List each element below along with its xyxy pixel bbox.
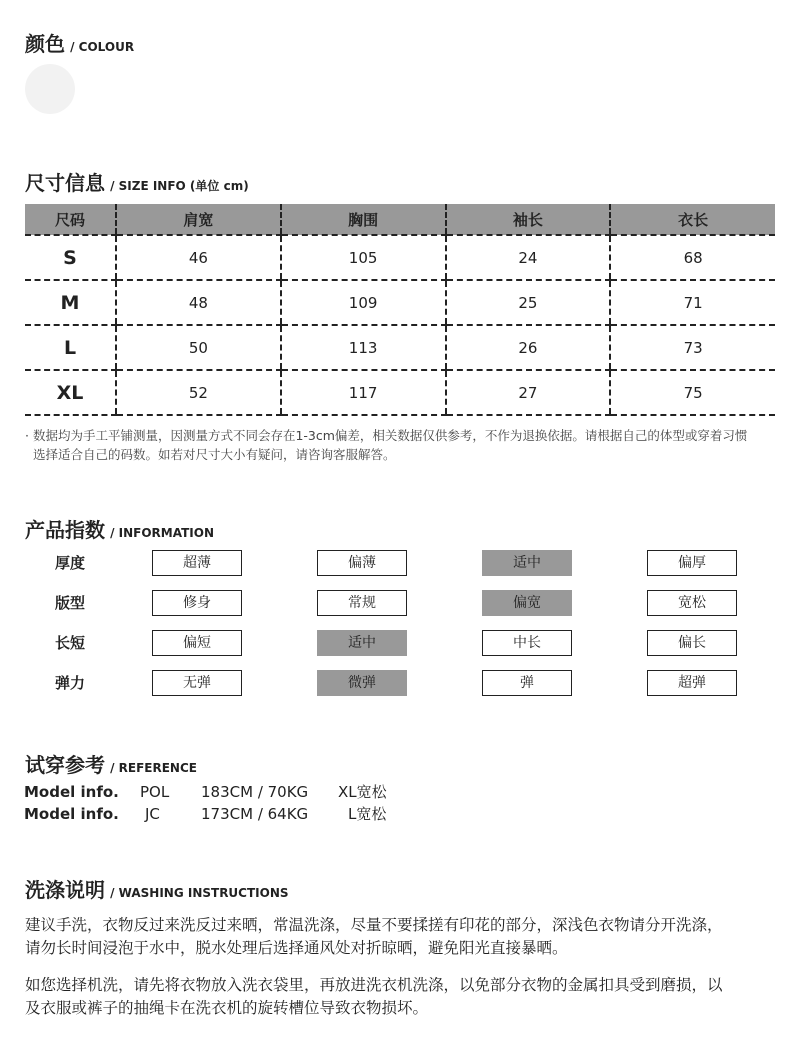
size-note (25, 426, 777, 464)
index-option[interactable]: 微弹 (317, 670, 407, 696)
table-cell: 109 (281, 280, 446, 325)
washing-section-title (25, 874, 289, 903)
size-label: M (25, 280, 116, 325)
header-shoulder: 肩宽 (116, 204, 281, 235)
washing-p2-line-1: 如您选择机洗，请先将衣物放入洗衣袋里，再放进洗衣机洗涤，以免部分衣物的金属扣具受到磨损，以 (25, 976, 723, 994)
table-cell: 73 (610, 325, 775, 370)
index-label: 长短 (55, 634, 86, 652)
table-cell: 48 (116, 280, 281, 325)
reference-size: L宽松 (348, 805, 387, 823)
index-option[interactable]: 中长 (482, 630, 572, 656)
index-option[interactable]: 适中 (317, 630, 407, 656)
size-label: S (25, 235, 116, 280)
index-row-fit (0, 590, 800, 616)
colour-section-title (25, 28, 134, 57)
table-cell: 24 (446, 235, 611, 280)
colour-swatch[interactable] (25, 64, 75, 114)
information-title-en: / INFORMATION (110, 526, 214, 540)
size-info-title-cn: 尺寸信息 (25, 171, 105, 195)
reference-title-cn: 试穿参考 (25, 753, 105, 777)
table-cell: 25 (446, 280, 611, 325)
reference-size: XL宽松 (338, 783, 387, 801)
washing-title-cn: 洗涤说明 (25, 878, 105, 902)
index-label: 厚度 (55, 554, 86, 572)
index-row-length (0, 630, 800, 656)
index-row-thickness (0, 550, 800, 576)
index-option[interactable]: 宽松 (647, 590, 737, 616)
table-cell: 26 (446, 325, 611, 370)
header-size: 尺码 (25, 204, 116, 235)
reference-label: Model info. (24, 805, 119, 823)
index-option[interactable]: 偏厚 (647, 550, 737, 576)
size-note-line-2: 选择适合自己的码数。如若对尺寸大小有疑问，请咨询客服解答。 (33, 447, 396, 462)
size-table-header (25, 204, 775, 235)
table-cell: 52 (116, 370, 281, 415)
washing-p1-line-1: 建议手洗，衣物反过来洗反过来晒，常温洗涤，尽量不要揉搓有印花的部分，深浅色衣物请分开洗涤， (25, 916, 723, 934)
size-label: XL (25, 370, 116, 415)
size-info-section-title (25, 167, 249, 196)
table-cell: 46 (116, 235, 281, 280)
index-label: 版型 (55, 594, 86, 612)
table-cell: 71 (610, 280, 775, 325)
table-row (25, 280, 775, 325)
washing-title-en: / WASHING INSTRUCTIONS (110, 886, 289, 900)
table-row (25, 325, 775, 370)
index-option[interactable]: 偏宽 (482, 590, 572, 616)
table-cell: 27 (446, 370, 611, 415)
size-label: L (25, 325, 116, 370)
index-option[interactable]: 无弹 (152, 670, 242, 696)
index-option[interactable]: 偏长 (647, 630, 737, 656)
index-option[interactable]: 弹 (482, 670, 572, 696)
size-info-title-en: / SIZE INFO (单位 cm) (110, 179, 249, 193)
index-option[interactable]: 常规 (317, 590, 407, 616)
table-cell: 113 (281, 325, 446, 370)
colour-title-cn: 颜色 (25, 32, 65, 56)
reference-measurements: 173CM / 64KG (201, 805, 309, 823)
washing-paragraph-2 (25, 974, 777, 1020)
table-cell: 50 (116, 325, 281, 370)
size-note-line-1: · 数据均为手工平铺测量，因测量方式不同会存在1-3cm偏差，相关数据仅供参考，不作为退换依据。请根据自己的体型或穿着习惯 (25, 428, 748, 443)
index-option[interactable]: 超弹 (647, 670, 737, 696)
size-table (25, 204, 775, 416)
index-row-elasticity (0, 670, 800, 696)
header-length: 衣长 (610, 204, 775, 235)
washing-p2-line-2: 及衣服或裤子的抽绳卡在洗衣机的旋转槽位导致衣物损坏。 (25, 999, 429, 1017)
index-option[interactable]: 偏短 (152, 630, 242, 656)
index-option[interactable]: 偏薄 (317, 550, 407, 576)
reference-title-en: / REFERENCE (110, 761, 197, 775)
table-cell: 68 (610, 235, 775, 280)
index-option[interactable]: 超薄 (152, 550, 242, 576)
table-cell: 117 (281, 370, 446, 415)
reference-section-title (25, 749, 197, 778)
header-sleeve: 袖长 (446, 204, 611, 235)
washing-paragraph-1 (25, 914, 777, 960)
table-cell: 75 (610, 370, 775, 415)
table-row (25, 235, 775, 280)
header-chest: 胸围 (281, 204, 446, 235)
reference-model: POL (140, 783, 170, 801)
reference-model: JC (145, 805, 160, 823)
reference-label: Model info. (24, 783, 119, 801)
table-row (25, 370, 775, 415)
colour-title-en: / COLOUR (70, 40, 135, 54)
information-section-title (25, 514, 214, 543)
index-option[interactable]: 修身 (152, 590, 242, 616)
washing-p1-line-2: 请勿长时间浸泡于水中，脱水处理后选择通风处对折晾晒，避免阳光直接暴晒。 (25, 939, 568, 957)
index-option[interactable]: 适中 (482, 550, 572, 576)
index-label: 弹力 (55, 674, 86, 692)
information-title-cn: 产品指数 (25, 518, 105, 542)
table-cell: 105 (281, 235, 446, 280)
reference-measurements: 183CM / 70KG (201, 783, 309, 801)
